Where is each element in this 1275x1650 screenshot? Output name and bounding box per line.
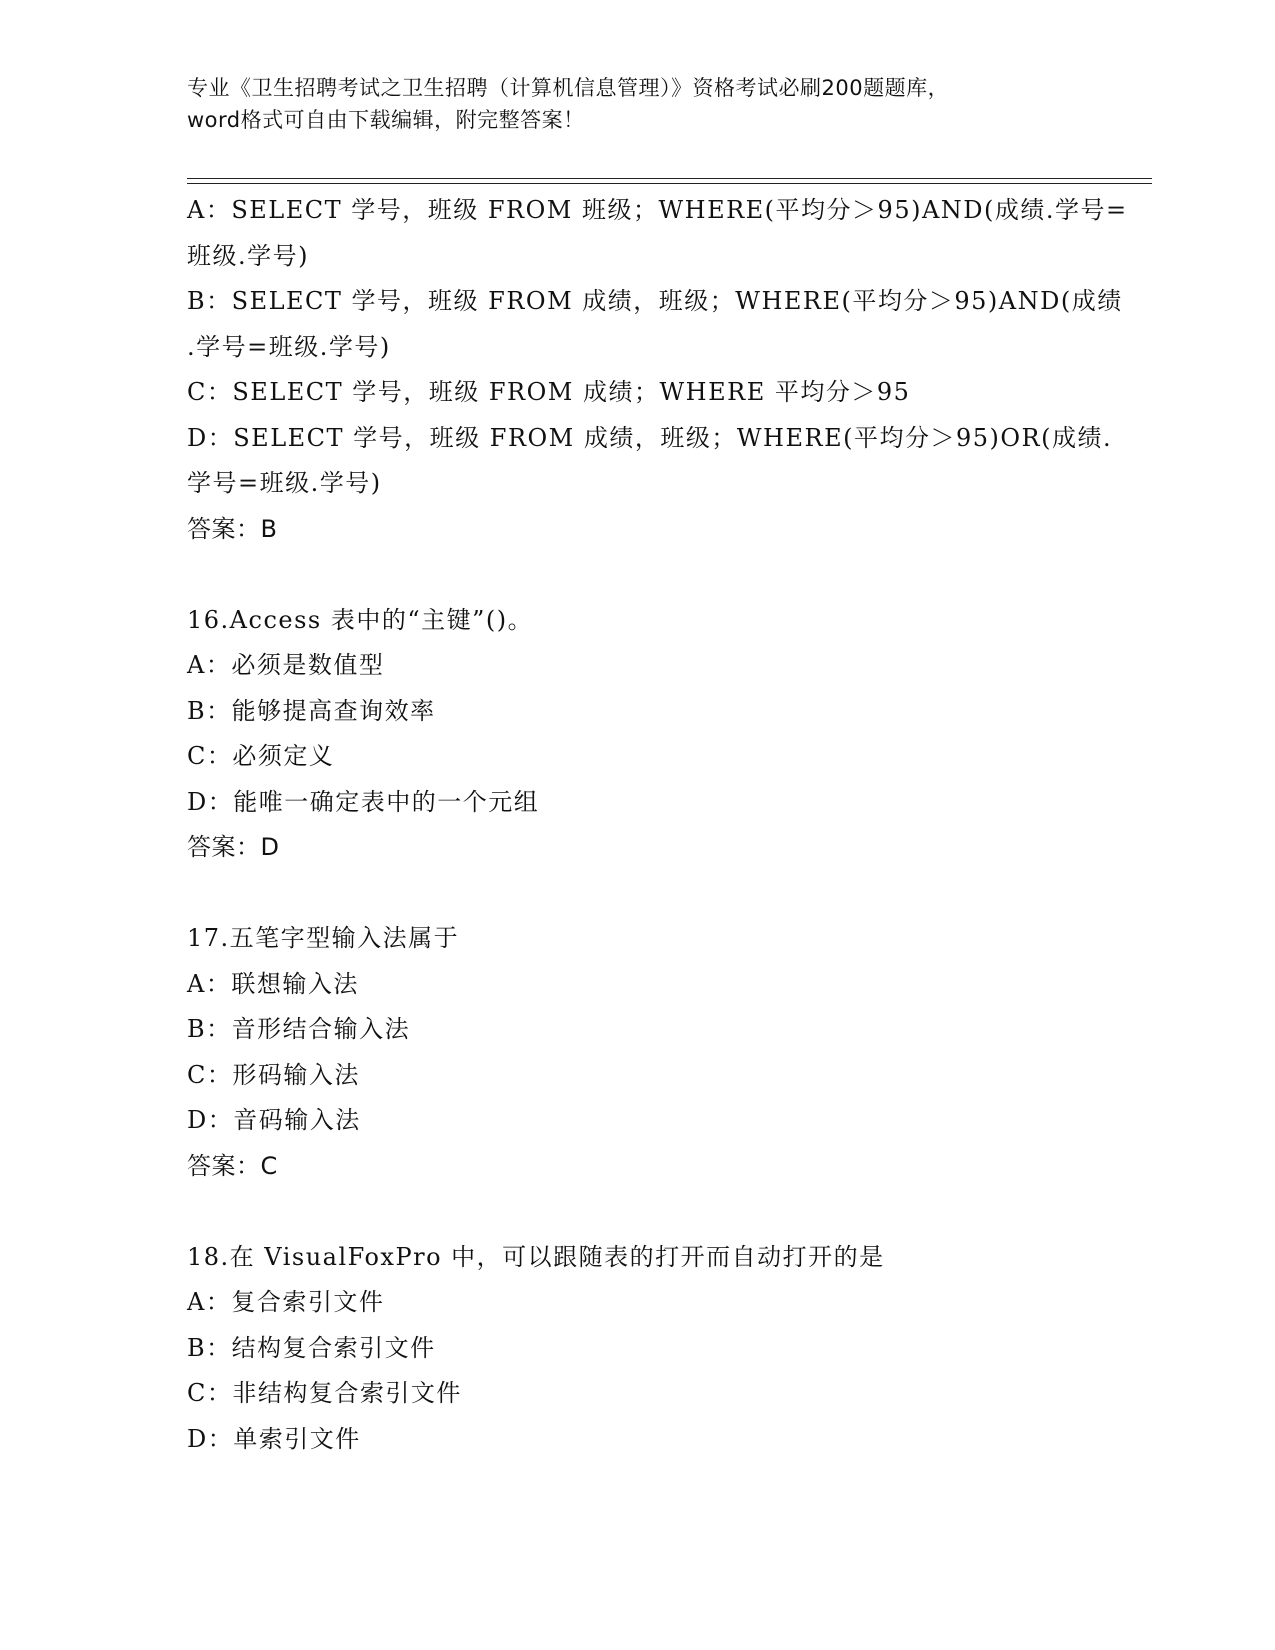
q18-question-text: 18.在 VisualFoxPro 中，可以跟随表的打开而自动打开的是 <box>187 1242 885 1271</box>
q17-option-b: B：音形结合输入法 <box>187 1015 411 1043</box>
q15-option-d-line-1: D：SELECT 学号，班级 FROM 成绩，班级；WHERE(平均分＞95)OR(成绩. <box>187 423 1113 452</box>
q15-option-d-line-2: 学号=班级.学号) <box>187 469 382 497</box>
q18-option-a: A：复合索引文件 <box>187 1288 385 1316</box>
q17-question-text: 17.五笔字型输入法属于 <box>187 924 460 952</box>
q15-option-a-line-1: A：SELECT 学号，班级 FROM 班级；WHERE(平均分＞95)AND(成绩.学号= <box>187 196 1128 224</box>
spacer <box>187 871 1087 917</box>
q17-option-c: C：形码输入法 <box>187 1060 360 1089</box>
q15-option-c: C：SELECT 学号，班级 FROM 成绩；WHERE 平均分＞95 <box>187 378 911 406</box>
q17-option-a: A：联想输入法 <box>187 969 359 998</box>
q15-option-b-line-2: .学号=班级.学号) <box>187 332 391 361</box>
q15-option-b-line-1: B：SELECT 学号，班级 FROM 成绩，班级；WHERE(平均分＞95)AND(成绩 <box>187 287 1123 315</box>
question-18 <box>187 1235 1087 1463</box>
spacer <box>187 1189 1087 1235</box>
q16-option-a: A：必须是数值型 <box>187 651 385 679</box>
spacer <box>187 552 1087 598</box>
header-divider-bottom <box>187 183 1152 184</box>
question-17 <box>187 916 1087 1189</box>
header-title-line-1: 专业《卫生招聘考试之卫生招聘（计算机信息管理）》资格考试必刷200题题库， <box>187 76 950 100</box>
q17-option-d: D：音码输入法 <box>187 1106 361 1134</box>
q15-option-a-line-2: 班级.学号) <box>187 241 309 270</box>
q15-answer: 答案：B <box>187 514 278 543</box>
q16-option-c: C：必须定义 <box>187 742 335 770</box>
q16-option-b: B：能够提高查询效率 <box>187 696 436 725</box>
question-15-options <box>187 188 1128 552</box>
question-content <box>187 188 1128 1462</box>
header-title-line-2: word格式可自由下载编辑，附完整答案！ <box>187 108 585 132</box>
q16-answer: 答案：D <box>187 833 280 861</box>
q18-option-c: C：非结构复合索引文件 <box>187 1379 462 1407</box>
question-16 <box>187 598 1087 871</box>
q16-question-text: 16.Access 表中的“主键”()。 <box>187 605 534 634</box>
document-header <box>187 72 1067 136</box>
q17-answer: 答案：C <box>187 1151 278 1180</box>
q18-option-b: B：结构复合索引文件 <box>187 1333 436 1362</box>
q16-option-d: D：能唯一确定表中的一个元组 <box>187 787 540 816</box>
header-divider-top <box>187 178 1152 179</box>
q18-option-d: D：单索引文件 <box>187 1424 361 1453</box>
